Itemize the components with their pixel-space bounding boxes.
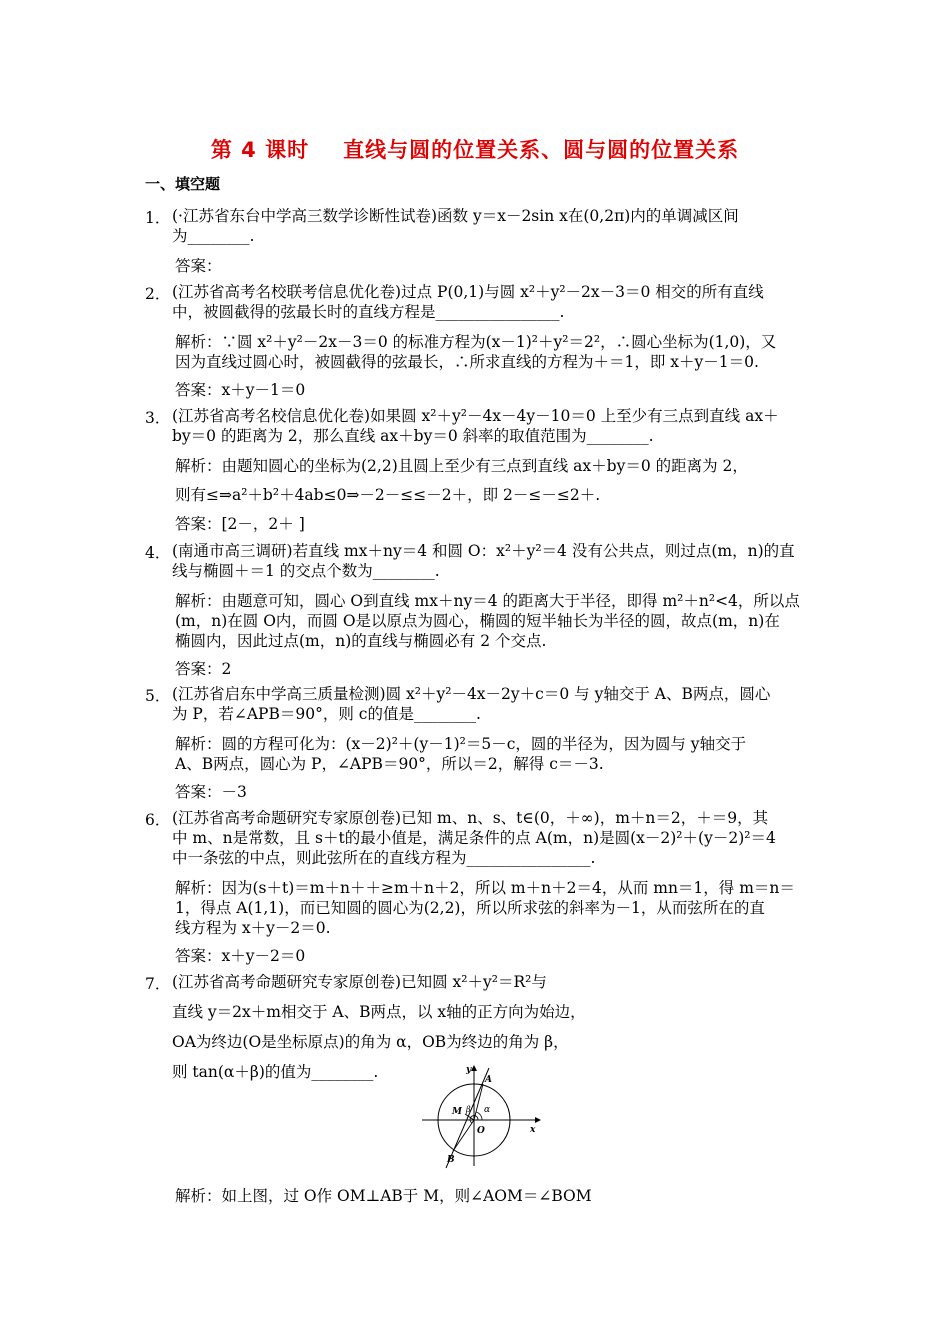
question-text: 线与椭圆＋＝1 的交点个数为________. [172, 562, 440, 580]
question-number: 3． [145, 409, 171, 427]
analysis-text: 解析：如上图，过 O作 OM⊥AB于 M，则∠AOM＝∠BOM [175, 1187, 592, 1205]
question-text: (江苏省启东中学高三质量检测)圆 x²＋y²－4x－2y＋c＝0 与 y轴交于 A、B两点，圆心 [172, 685, 771, 703]
page-title [0, 134, 950, 164]
segment-ob [453, 1120, 474, 1151]
question-text: 中，被圆截得的弦最长时的直线方程是________________. [172, 303, 565, 321]
question-text: (江苏省高考命题研究专家原创卷)已知圆 x²＋y²＝R²与 [172, 973, 547, 991]
analysis-text: 则有≤⇒a²＋b²＋4ab≤0⇒－2－≤≤－2＋，即 2－≤－≤2＋. [175, 486, 601, 504]
question-text: 直线 y＝2x＋m相交于 A、B两点，以 x轴的正方向为始边， [172, 1003, 586, 1021]
question-text: OA为终边(O是坐标原点)的角为 α，OB为终边的角为 β， [172, 1033, 569, 1051]
answer-line [175, 254, 222, 276]
question-text: (江苏省高考名校信息优化卷)如果圆 x²＋y²－4x－4y－10＝0 上至少有三点到直线 ax＋ [172, 407, 779, 425]
segment-oa [474, 1084, 483, 1120]
label-y: y [466, 1065, 472, 1075]
answer-line: 答案：x＋y－2＝0 [175, 947, 306, 965]
title-topic: 直线与圆的位置关系、圆与圆的位置关系 [343, 138, 740, 162]
analysis-text: 线方程为 x＋y－2＝0. [175, 919, 331, 937]
question-text: 中一条弦的中点，则此弦所在的直线方程为________________. [172, 849, 596, 867]
label-m: M [452, 1107, 462, 1117]
analysis-text: 因为直线过圆心时，被圆截得的弦最长，∴所求直线的方程为＋＝1，即 x＋y－1＝0. [175, 353, 759, 371]
analysis-text: 椭圆内，因此过点(m，n)的直线与椭圆必有 2 个交点. [175, 632, 547, 650]
label-beta: β [466, 1105, 471, 1114]
question-text: 为________. [172, 227, 255, 245]
question-number: 6． [145, 811, 171, 829]
answer-line: 答案：－3 [175, 783, 247, 801]
question-text: 则 tan(α＋β)的值为________. [172, 1063, 379, 1081]
question-text: (南通市高三调研)若直线 mx＋ny＝4 和圆 O：x²＋y²＝4 没有公共点，则过点(m，n)的直 [172, 542, 795, 560]
label-a: A [485, 1075, 492, 1085]
question-text: (江苏省高考命题研究专家原创卷)已知 m、n、s、t∈(0，＋∞)，m＋n＝2，＋＝9，其 [172, 809, 769, 827]
question-number: 4． [145, 544, 171, 562]
alpha-arc [476, 1112, 482, 1120]
answer-line: 答案：[2－，2＋ ] [175, 515, 305, 533]
analysis-text: 解析：因为(s＋t)＝m＋n＋＋≥m＋n＋2，所以 m＋n＋2＝4，从而 mn＝1，得 m＝n＝ [175, 879, 795, 897]
answer-label: 答案： [175, 257, 222, 275]
question-text: 中 m、n是常数，且 s＋t的最小值是，满足条件的点 A(m，n)是圆(x－2)²＋(y－2)²＝4 [172, 829, 776, 847]
answer-line: 答案：x＋y－1＝0 [175, 381, 306, 399]
analysis-text: 解析：由题知圆心的坐标为(2,2)且圆上至少有三点到直线 ax＋by＝0 的距离为 2， [175, 457, 748, 475]
question-number: 1． [145, 209, 171, 227]
question-text: 为 P，若∠APB＝90°，则 c的值是________. [172, 705, 481, 723]
question-number: 2． [145, 285, 171, 303]
title-lesson: 第 4 课时 [210, 138, 310, 162]
label-b: B [447, 1155, 455, 1165]
question-number: 7． [145, 975, 171, 993]
analysis-text: 解析：圆的方程可化为：(x－2)²＋(y－1)²＝5－c，圆的半径为，因为圆与 y轴交于 [175, 735, 747, 753]
label-alpha: α [484, 1105, 491, 1115]
section-heading: 一、填空题 [145, 175, 221, 193]
question-text: by＝0 的距离为 2，那么直线 ax＋by＝0 斜率的取值范围为________. [172, 427, 654, 445]
question-number: 5． [145, 687, 171, 705]
circle-line-figure [412, 1062, 547, 1170]
analysis-text: A、B两点，圆心为 P，∠APB＝90°，所以＝2，解得 c＝－3. [175, 755, 604, 773]
question-text: (江苏省高考名校联考信息优化卷)过点 P(0,1)与圆 x²＋y²－2x－3＝0 相交的所有直线 [172, 283, 764, 301]
label-x: x [530, 1125, 536, 1135]
analysis-text: 解析：由题意可知，圆心 O到直线 mx＋ny＝4 的距离大于半径，即得 m²＋n²<4，所以点 [175, 592, 800, 610]
segment-om [465, 1114, 474, 1120]
analysis-text: 1，得点 A(1,1)，而已知圆的圆心为(2,2)，所以所求弦的斜率为－1，从而弦所在的直 [175, 899, 765, 917]
line-ab [446, 1068, 489, 1168]
question-text: (·江苏省东台中学高三数学诊断性试卷)函数 y＝x－2sin x在(0,2π)内的单调减区间 [172, 207, 739, 225]
label-o: O [477, 1126, 485, 1136]
analysis-text: 解析：∵圆 x²＋y²－2x－3＝0 的标准方程为(x－1)²＋y²＝2²，∴圆心坐标为(1,0)，又 [175, 333, 777, 351]
answer-line: 答案：2 [175, 660, 232, 678]
analysis-text: (m，n)在圆 O内，而圆 O是以原点为圆心，椭圆的短半轴长为半径的圆，故点(m，n)在 [175, 612, 780, 630]
